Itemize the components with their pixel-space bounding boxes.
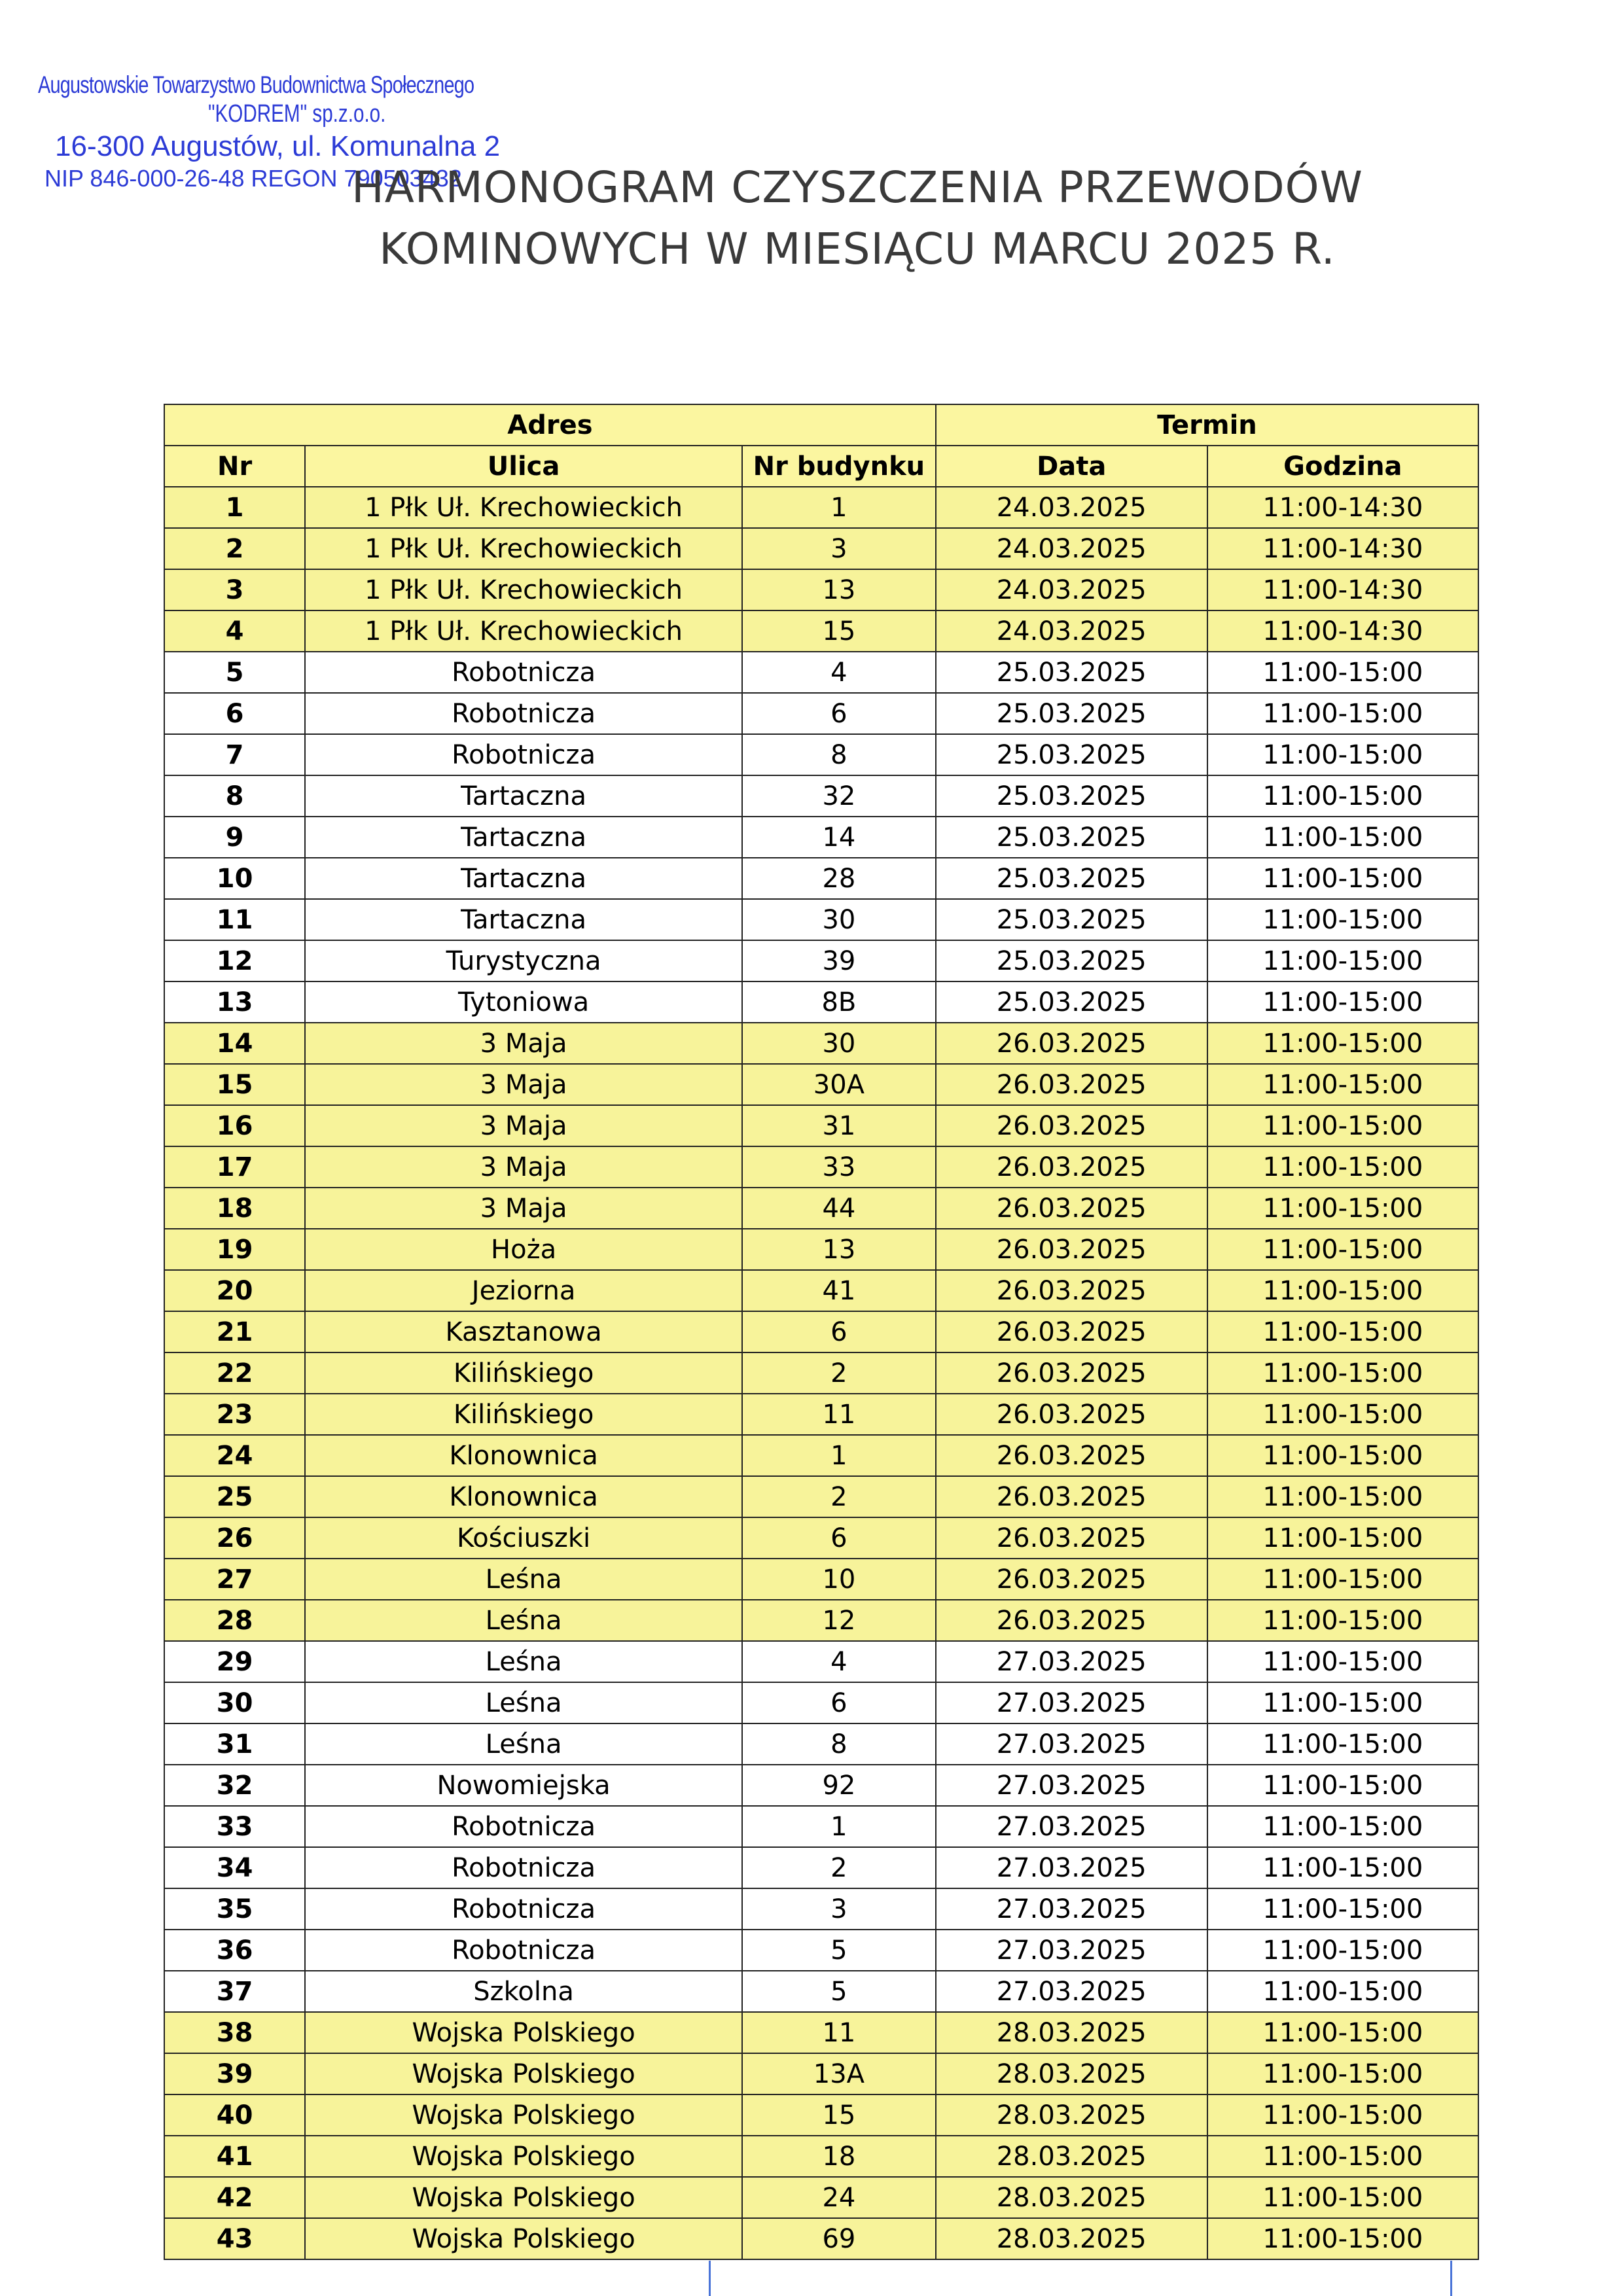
cell-ulica: Leśna [305,1682,742,1723]
cell-nr: 32 [164,1765,305,1806]
table-row [164,610,1478,652]
table-row [164,1806,1478,1847]
cell-godzina: 11:00-15:00 [1207,1971,1478,2012]
cell-ulica: Tytoniowa [305,981,742,1023]
cell-ulica: 1 Płk Uł. Krechowieckich [305,569,742,610]
cell-godzina: 11:00-15:00 [1207,1311,1478,1352]
table-row [164,1888,1478,1930]
cell-data: 25.03.2025 [936,981,1207,1023]
cell-nr: 5 [164,652,305,693]
cell-nr: 21 [164,1311,305,1352]
cell-data: 25.03.2025 [936,652,1207,693]
cell-nr-budynku: 6 [742,693,936,734]
cell-godzina: 11:00-15:00 [1207,775,1478,817]
cell-data: 26.03.2025 [936,1394,1207,1435]
cell-nr-budynku: 3 [742,1888,936,1930]
cell-nr-budynku: 8 [742,734,936,775]
cell-ulica: Tartaczna [305,775,742,817]
cell-godzina: 11:00-15:00 [1207,1847,1478,1888]
cell-nr-budynku: 32 [742,775,936,817]
cell-data: 24.03.2025 [936,569,1207,610]
cell-godzina: 11:00-15:00 [1207,1806,1478,1847]
cell-godzina: 11:00-15:00 [1207,1682,1478,1723]
cell-nr-budynku: 4 [742,652,936,693]
cell-data: 24.03.2025 [936,610,1207,652]
cell-nr-budynku: 18 [742,2136,936,2177]
title-line-1: HARMONOGRAM CZYSZCZENIA PRZEWODÓW [351,162,1363,213]
cell-nr: 41 [164,2136,305,2177]
cell-nr: 40 [164,2094,305,2136]
cell-godzina: 11:00-15:00 [1207,1435,1478,1476]
cell-godzina: 11:00-15:00 [1207,652,1478,693]
cell-data: 26.03.2025 [936,1600,1207,1641]
cell-ulica: Hoża [305,1229,742,1270]
header-godzina: Godzina [1207,446,1478,487]
cell-data: 28.03.2025 [936,2177,1207,2218]
cell-nr: 37 [164,1971,305,2012]
cell-ulica: 1 Płk Uł. Krechowieckich [305,528,742,569]
cell-data: 27.03.2025 [936,1806,1207,1847]
cell-data: 27.03.2025 [936,1765,1207,1806]
cell-nr-budynku: 69 [742,2218,936,2259]
cell-nr: 3 [164,569,305,610]
cell-godzina: 11:00-15:00 [1207,940,1478,981]
cell-ulica: Robotnicza [305,1847,742,1888]
cell-godzina: 11:00-15:00 [1207,2094,1478,2136]
cell-godzina: 11:00-15:00 [1207,1765,1478,1806]
cell-nr-budynku: 33 [742,1146,936,1188]
cell-nr-budynku: 30A [742,1064,936,1105]
table-row [164,1270,1478,1311]
cell-ulica: Leśna [305,1641,742,1682]
cell-godzina: 11:00-15:00 [1207,1270,1478,1311]
cell-ulica: Nowomiejska [305,1765,742,1806]
cell-godzina: 11:00-15:00 [1207,1888,1478,1930]
cell-nr-budynku: 8 [742,1723,936,1765]
cell-nr: 1 [164,487,305,528]
page-edge-mark [1450,2261,1452,2296]
cell-data: 25.03.2025 [936,734,1207,775]
cell-ulica: Robotnicza [305,1930,742,1971]
cell-nr-budynku: 6 [742,1311,936,1352]
cell-ulica: Tartaczna [305,899,742,940]
table-row [164,1311,1478,1352]
cell-nr: 34 [164,1847,305,1888]
cell-nr-budynku: 1 [742,1435,936,1476]
table-row [164,1435,1478,1476]
cell-ulica: Robotnicza [305,693,742,734]
table-row [164,1847,1478,1888]
cell-nr: 20 [164,1270,305,1311]
table-row [164,1188,1478,1229]
cell-godzina: 11:00-15:00 [1207,899,1478,940]
cell-nr: 8 [164,775,305,817]
cell-nr: 9 [164,817,305,858]
cell-nr: 29 [164,1641,305,1682]
cell-godzina: 11:00-15:00 [1207,1641,1478,1682]
cell-godzina: 11:00-15:00 [1207,981,1478,1023]
cell-data: 24.03.2025 [936,487,1207,528]
table-row [164,1641,1478,1682]
table-column-header [164,446,1478,487]
cell-godzina: 11:00-15:00 [1207,1023,1478,1064]
cell-nr: 17 [164,1146,305,1188]
table-row [164,1064,1478,1105]
cell-nr: 23 [164,1394,305,1435]
table-row [164,652,1478,693]
cell-nr: 2 [164,528,305,569]
cell-nr-budynku: 1 [742,487,936,528]
cell-ulica: Kilińskiego [305,1394,742,1435]
cell-ulica: 3 Maja [305,1023,742,1064]
cell-nr: 18 [164,1188,305,1229]
table-row [164,487,1478,528]
cell-nr: 24 [164,1435,305,1476]
cell-ulica: Wojska Polskiego [305,2094,742,2136]
cell-nr: 10 [164,858,305,899]
table-row [164,1023,1478,1064]
cell-nr-budynku: 11 [742,2012,936,2053]
cell-ulica: Klonownica [305,1435,742,1476]
cell-data: 27.03.2025 [936,1930,1207,1971]
header-termin: Termin [936,404,1478,446]
cell-nr: 43 [164,2218,305,2259]
cell-ulica: Wojska Polskiego [305,2053,742,2094]
cell-nr-budynku: 15 [742,2094,936,2136]
cell-nr: 30 [164,1682,305,1723]
cell-data: 28.03.2025 [936,2218,1207,2259]
cell-data: 26.03.2025 [936,1311,1207,1352]
cell-ulica: Wojska Polskiego [305,2177,742,2218]
cell-nr-budynku: 13 [742,1229,936,1270]
cell-data: 25.03.2025 [936,899,1207,940]
header-nr-budynku: Nr budynku [742,446,936,487]
cell-ulica: Turystyczna [305,940,742,981]
cell-ulica: Kościuszki [305,1517,742,1559]
cell-nr: 6 [164,693,305,734]
cell-data: 27.03.2025 [936,1641,1207,1682]
table-row [164,1930,1478,1971]
schedule-table [164,404,1479,2260]
cell-nr-budynku: 4 [742,1641,936,1682]
cell-data: 25.03.2025 [936,693,1207,734]
table-row [164,1352,1478,1394]
page-edge-mark [709,2261,711,2296]
table-row [164,2218,1478,2259]
cell-data: 26.03.2025 [936,1064,1207,1105]
table-row [164,1682,1478,1723]
cell-godzina: 11:00-15:00 [1207,1930,1478,1971]
cell-nr-budynku: 11 [742,1394,936,1435]
table-row [164,775,1478,817]
cell-godzina: 11:00-15:00 [1207,734,1478,775]
cell-nr: 15 [164,1064,305,1105]
cell-godzina: 11:00-14:30 [1207,569,1478,610]
cell-nr-budynku: 6 [742,1682,936,1723]
table-body [164,487,1478,2259]
cell-nr: 36 [164,1930,305,1971]
cell-godzina: 11:00-15:00 [1207,1600,1478,1641]
cell-godzina: 11:00-15:00 [1207,817,1478,858]
cell-nr-budynku: 5 [742,1971,936,2012]
cell-nr-budynku: 2 [742,1476,936,1517]
cell-data: 25.03.2025 [936,940,1207,981]
cell-godzina: 11:00-15:00 [1207,2218,1478,2259]
cell-nr-budynku: 1 [742,1806,936,1847]
table-row [164,1105,1478,1146]
table-row [164,1765,1478,1806]
cell-nr: 28 [164,1600,305,1641]
cell-data: 26.03.2025 [936,1270,1207,1311]
cell-ulica: Tartaczna [305,817,742,858]
cell-nr-budynku: 41 [742,1270,936,1311]
cell-ulica: Jeziorna [305,1270,742,1311]
cell-godzina: 11:00-15:00 [1207,1723,1478,1765]
table-row [164,2136,1478,2177]
cell-nr: 27 [164,1559,305,1600]
cell-data: 27.03.2025 [936,1888,1207,1930]
cell-data: 27.03.2025 [936,1971,1207,2012]
table-group-header [164,404,1478,446]
cell-data: 28.03.2025 [936,2012,1207,2053]
table-row [164,1559,1478,1600]
cell-godzina: 11:00-15:00 [1207,1188,1478,1229]
cell-godzina: 11:00-15:00 [1207,1229,1478,1270]
cell-ulica: 1 Płk Uł. Krechowieckich [305,610,742,652]
cell-data: 25.03.2025 [936,775,1207,817]
table-row [164,1146,1478,1188]
header-data: Data [936,446,1207,487]
cell-nr: 33 [164,1806,305,1847]
table-row [164,734,1478,775]
cell-nr-budynku: 30 [742,899,936,940]
cell-nr-budynku: 8B [742,981,936,1023]
cell-godzina: 11:00-15:00 [1207,1105,1478,1146]
table-row [164,2094,1478,2136]
cell-godzina: 11:00-15:00 [1207,1394,1478,1435]
cell-nr: 14 [164,1023,305,1064]
cell-data: 26.03.2025 [936,1352,1207,1394]
cell-ulica: Leśna [305,1559,742,1600]
cell-data: 27.03.2025 [936,1847,1207,1888]
cell-godzina: 11:00-15:00 [1207,2053,1478,2094]
cell-nr: 19 [164,1229,305,1270]
stamp-line-company: Augustowskie Towarzystwo Budownictwa Społecznego [38,71,474,98]
cell-nr-budynku: 2 [742,1847,936,1888]
header-adres: Adres [164,404,936,446]
cell-data: 28.03.2025 [936,2094,1207,2136]
cell-nr-budynku: 2 [742,1352,936,1394]
table-row [164,1476,1478,1517]
cell-ulica: Tartaczna [305,858,742,899]
cell-nr-budynku: 24 [742,2177,936,2218]
cell-ulica: Wojska Polskiego [305,2218,742,2259]
cell-data: 27.03.2025 [936,1682,1207,1723]
table-row [164,1971,1478,2012]
header-nr: Nr [164,446,305,487]
cell-nr-budynku: 28 [742,858,936,899]
cell-nr: 12 [164,940,305,981]
table-row [164,569,1478,610]
table-row [164,1394,1478,1435]
table-row [164,2177,1478,2218]
cell-data: 26.03.2025 [936,1229,1207,1270]
table-row [164,2012,1478,2053]
cell-data: 26.03.2025 [936,1146,1207,1188]
table-row [164,858,1478,899]
table-row [164,817,1478,858]
cell-data: 24.03.2025 [936,528,1207,569]
cell-nr: 26 [164,1517,305,1559]
cell-nr: 22 [164,1352,305,1394]
cell-nr-budynku: 30 [742,1023,936,1064]
cell-data: 26.03.2025 [936,1559,1207,1600]
cell-ulica: Kasztanowa [305,1311,742,1352]
page-title [275,157,1440,279]
cell-ulica: Robotnicza [305,1888,742,1930]
cell-nr-budynku: 15 [742,610,936,652]
cell-data: 26.03.2025 [936,1476,1207,1517]
cell-nr-budynku: 39 [742,940,936,981]
cell-ulica: Leśna [305,1723,742,1765]
stamp-line-ids: NIP 846-000-26-48 REGON 790503432 [45,164,462,192]
cell-godzina: 11:00-15:00 [1207,2136,1478,2177]
cell-godzina: 11:00-14:30 [1207,487,1478,528]
cell-ulica: 3 Maja [305,1146,742,1188]
cell-godzina: 11:00-15:00 [1207,2177,1478,2218]
cell-nr: 31 [164,1723,305,1765]
cell-nr-budynku: 13A [742,2053,936,2094]
table-row [164,1517,1478,1559]
table-row [164,1229,1478,1270]
cell-godzina: 11:00-15:00 [1207,1517,1478,1559]
cell-data: 26.03.2025 [936,1517,1207,1559]
cell-data: 28.03.2025 [936,2136,1207,2177]
cell-data: 26.03.2025 [936,1188,1207,1229]
cell-ulica: Robotnicza [305,734,742,775]
cell-ulica: Wojska Polskiego [305,2136,742,2177]
table-row [164,1600,1478,1641]
cell-nr: 25 [164,1476,305,1517]
cell-nr: 39 [164,2053,305,2094]
cell-ulica: Szkolna [305,1971,742,2012]
cell-ulica: Kilińskiego [305,1352,742,1394]
table-row [164,2053,1478,2094]
cell-nr-budynku: 3 [742,528,936,569]
cell-ulica: Wojska Polskiego [305,2012,742,2053]
stamp-line-address: 16-300 Augustów, ul. Komunalna 2 [55,130,501,162]
cell-godzina: 11:00-15:00 [1207,1559,1478,1600]
cell-godzina: 11:00-15:00 [1207,1146,1478,1188]
cell-data: 26.03.2025 [936,1435,1207,1476]
table-row [164,981,1478,1023]
cell-ulica: 1 Płk Uł. Krechowieckich [305,487,742,528]
cell-nr-budynku: 13 [742,569,936,610]
cell-data: 28.03.2025 [936,2053,1207,2094]
cell-godzina: 11:00-15:00 [1207,1064,1478,1105]
cell-nr: 38 [164,2012,305,2053]
cell-nr-budynku: 10 [742,1559,936,1600]
cell-ulica: Leśna [305,1600,742,1641]
cell-nr-budynku: 12 [742,1600,936,1641]
cell-ulica: 3 Maja [305,1105,742,1146]
cell-nr-budynku: 5 [742,1930,936,1971]
cell-nr-budynku: 44 [742,1188,936,1229]
cell-ulica: 3 Maja [305,1188,742,1229]
cell-godzina: 11:00-15:00 [1207,693,1478,734]
cell-nr: 7 [164,734,305,775]
title-line-2: KOMINOWYCH W MIESIĄCU MARCU 2025 R. [379,223,1336,274]
cell-godzina: 11:00-14:30 [1207,610,1478,652]
cell-data: 26.03.2025 [936,1105,1207,1146]
cell-nr: 16 [164,1105,305,1146]
cell-godzina: 11:00-15:00 [1207,1476,1478,1517]
cell-data: 27.03.2025 [936,1723,1207,1765]
table-row [164,899,1478,940]
cell-nr-budynku: 92 [742,1765,936,1806]
cell-data: 26.03.2025 [936,1023,1207,1064]
cell-nr: 13 [164,981,305,1023]
cell-nr-budynku: 6 [742,1517,936,1559]
table-row [164,940,1478,981]
table-row [164,528,1478,569]
stamp-line-name: "KODREM" sp.z.o.o. [208,100,386,128]
cell-godzina: 11:00-14:30 [1207,528,1478,569]
cell-nr-budynku: 14 [742,817,936,858]
cell-nr: 4 [164,610,305,652]
cell-godzina: 11:00-15:00 [1207,858,1478,899]
cell-ulica: Klonownica [305,1476,742,1517]
cell-godzina: 11:00-15:00 [1207,1352,1478,1394]
table-row [164,1723,1478,1765]
header-ulica: Ulica [305,446,742,487]
cell-data: 25.03.2025 [936,817,1207,858]
cell-ulica: 3 Maja [305,1064,742,1105]
cell-godzina: 11:00-15:00 [1207,2012,1478,2053]
cell-nr-budynku: 31 [742,1105,936,1146]
cell-ulica: Robotnicza [305,1806,742,1847]
cell-nr: 35 [164,1888,305,1930]
cell-nr: 11 [164,899,305,940]
table-row [164,693,1478,734]
cell-nr: 42 [164,2177,305,2218]
cell-ulica: Robotnicza [305,652,742,693]
cell-data: 25.03.2025 [936,858,1207,899]
